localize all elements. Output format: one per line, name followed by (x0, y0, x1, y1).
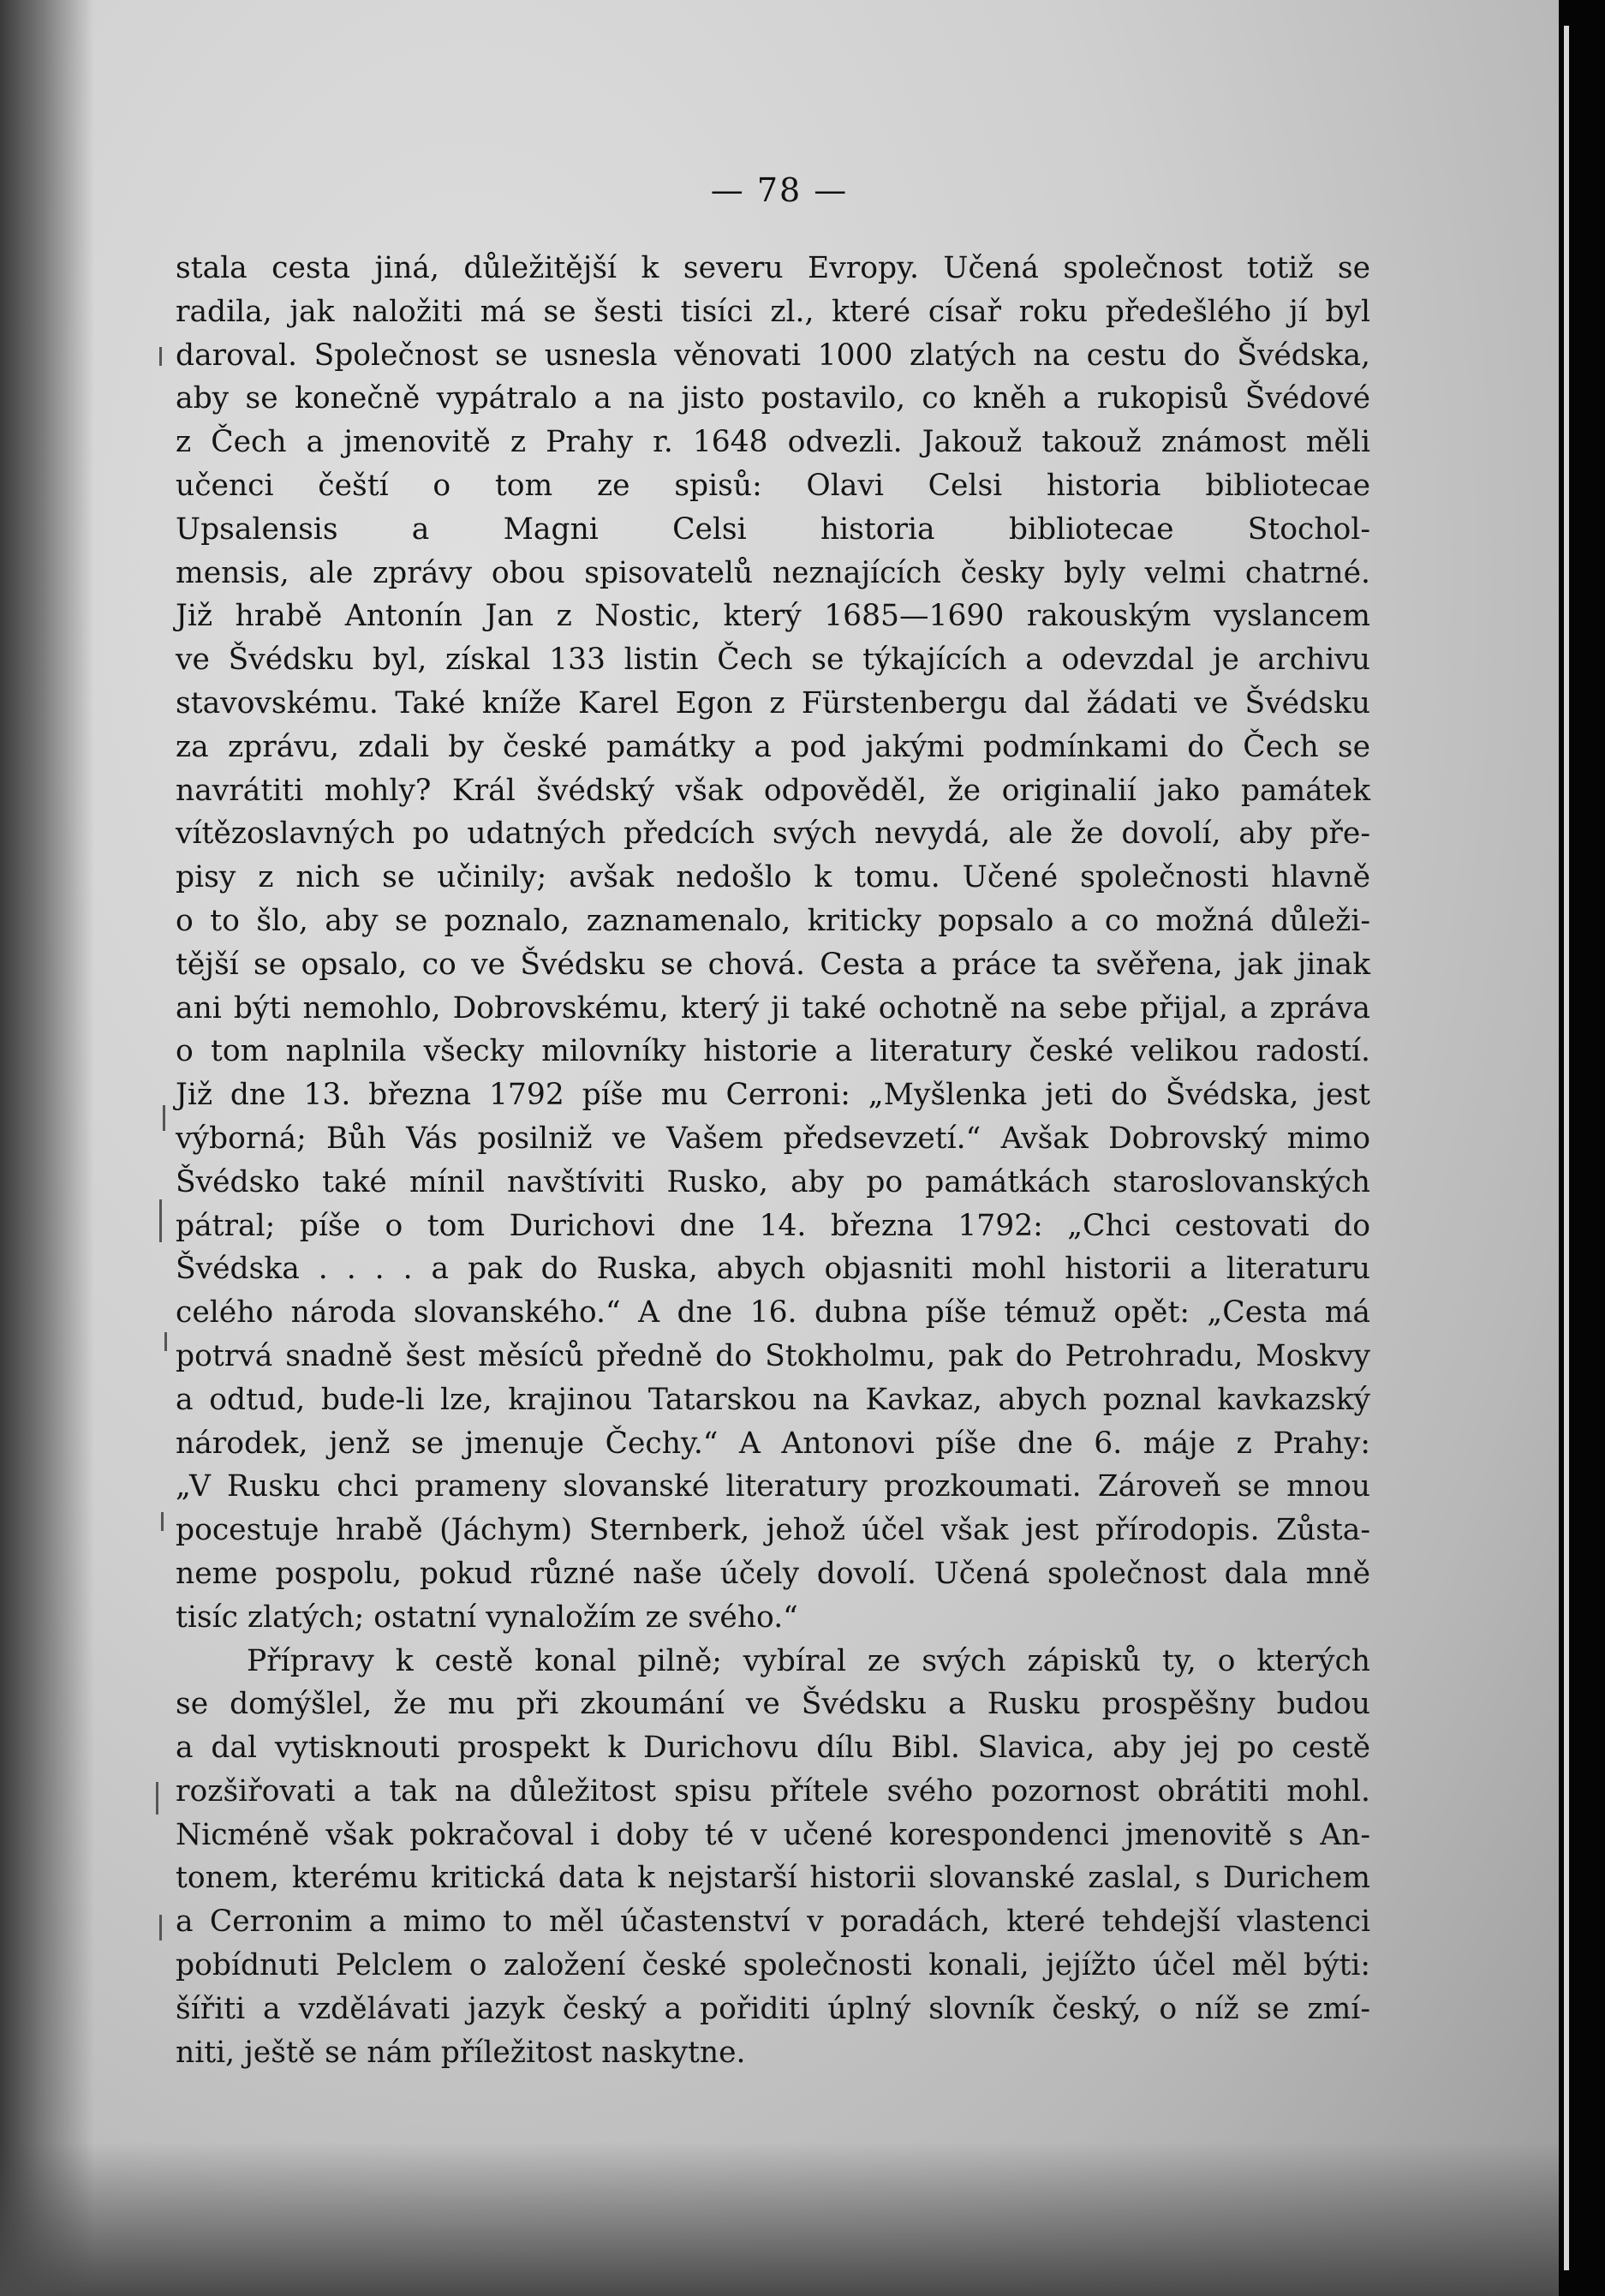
text-line: Již hrabě Antonín Jan z Nostic, který 1685—1690 rakouským vyslancem (176, 599, 1370, 634)
text-line: za zprávu, zdali by české památky a pod jakými podmínkami do Čech se (176, 729, 1370, 764)
paragraph-end-line: tisíc zlatých; ostatní vynaložím ze svého.“ (176, 1599, 798, 1635)
text-line: pátral; píše o tom Durichovi dne 14. března 1792: „Chci cestovati do (176, 1208, 1370, 1243)
text-line: potrvá snadně šest měsíců předně do Stokholmu, pak do Petrohradu, Moskvy (176, 1338, 1370, 1373)
text-line: o tom naplnila všecky milovníky historie a literatury české velikou radostí. (176, 1034, 1370, 1069)
margin-mark (159, 1915, 162, 1940)
margin-mark (164, 1332, 167, 1351)
margin-mark (161, 1512, 164, 1531)
text-line: z Čech a jmenovitě z Prahy r. 1648 odvezli. Jakouž takouž známost měli (176, 425, 1370, 460)
margin-mark (159, 1199, 162, 1242)
margin-mark (159, 347, 162, 366)
text-line: aby se konečně vypátralo a na jisto postavilo, co kněh a rukopisů Švédové (176, 381, 1370, 416)
text-line: tější se opsalo, co ve Švédsku se chová. Cesta a práce ta svěřena, jak jinak (176, 947, 1370, 982)
text-line: stavovskému. Také kníže Karel Egon z Fürstenbergu dal žádati ve Švédsku (176, 685, 1370, 720)
text-line: Upsalensis a Magni Celsi historia bibliotecae Stochol- (176, 511, 1370, 547)
text-line: pocestuje hrabě (Jáchym) Sternberk, jehož účel však jest přírodopis. Zůsta- (176, 1513, 1370, 1548)
text-line: tonem, kterému kritická data k nejstarší historii slovanské zaslal, s Durichem (176, 1861, 1370, 1896)
text-line: neme pospolu, pokud různé naše účely dovolí. Učená společnost dala mně (176, 1556, 1370, 1591)
text-line: se domýšlel, že mu při zkoumání ve Švédsku a Rusku prospěšny budou (176, 1687, 1370, 1722)
text-line: ani býti nemohlo, Dobrovskému, který ji také ochotně na sebe přijal, a zpráva (176, 990, 1370, 1025)
text-line: radila, jak naložiti má se šesti tisíci zl., které císař roku předešlého jí byl (176, 294, 1370, 329)
text-line: mensis, ale zprávy obou spisovatelů neznajících česky byly velmi chatrné. (176, 555, 1370, 590)
text-line: celého národa slovanského.“ A dne 16. dubna píše témuž opět: „Cesta má (176, 1295, 1370, 1330)
text-line: a dal vytisknouti prospekt k Durichovu dílu Bibl. Slavica, aby jej po cestě (176, 1731, 1370, 1766)
text-line: o to šlo, aby se poznalo, zaznamenalo, kriticky popsalo a co možná důleži- (176, 903, 1370, 938)
paragraph-end-line: niti, ještě se nám příležitost naskytne. (176, 2035, 746, 2070)
text-line: Nicméně však pokračoval i doby té v učené korespondenci jmenovitě s An- (176, 1817, 1370, 1852)
margin-mark (163, 1105, 165, 1131)
text-line: pobídnuti Pelclem o založení české společnosti konali, jejížto účel měl býti: (176, 1948, 1370, 1983)
text-line: národek, jenž se jmenuje Čechy.“ A Antonovi píše dne 6. máje z Prahy: (176, 1426, 1370, 1461)
paragraph-start-line: Přípravy k cestě konal pilně; vybíral ze svých zápisků ty, o kterých (247, 1643, 1370, 1678)
text-line: Již dne 13. března 1792 píše mu Cerroni: „Myšlenka jeti do Švédska, jest (176, 1078, 1370, 1113)
text-line: rozšiřovati a tak na důležitost spisu přítele svého pozornost obrátiti mohl. (176, 1773, 1370, 1809)
text-line: pisy z nich se učinily; avšak nedošlo k tomu. Učené společnosti hlavně (176, 860, 1370, 895)
body-text (176, 247, 1370, 2074)
page-number: — 78 — (710, 171, 849, 209)
text-line: daroval. Společnost se usnesla věnovati 1000 zlatých na cestu do Švédska, (176, 338, 1370, 373)
text-line: šířiti a vzdělávati jazyk český a pořiditi úplný slovník český, o níž se zmí- (176, 1991, 1370, 2026)
page-edge-line (1564, 26, 1569, 2270)
text-line: stala cesta jiná, důležitější k severu Evropy. Učená společnost totiž se (176, 251, 1370, 285)
text-line: Švédsko také mínil navštíviti Rusko, aby po památkách staroslovanských (176, 1164, 1370, 1199)
margin-mark (156, 1782, 158, 1815)
text-line: a Cerronim a mimo to měl účastenství v poradách, které tehdejší vlastenci (176, 1904, 1370, 1940)
text-line: navrátiti mohly? Král švédský však odpověděl, že originalií jako památek (176, 773, 1370, 808)
text-line: ve Švédsku byl, získal 133 listin Čech se týkajících a odevzdal je archivu (176, 643, 1370, 678)
text-line: Švédska . . . . a pak do Ruska, abych objasniti mohl historii a literaturu (176, 1252, 1370, 1287)
text-line: učenci čeští o tom ze spisů: Olavi Celsi historia bibliotecae (176, 468, 1370, 503)
text-line: „V Rusku chci prameny slovanské literatury prozkoumati. Zároveň se mnou (176, 1469, 1370, 1504)
text-line: výborná; Bůh Vás posilniž ve Vašem předsevzetí.“ Avšak Dobrovský mimo (176, 1121, 1370, 1156)
text-line: vítězoslavných po udatných předcích svých nevydá, ale že dovolí, aby pře- (176, 816, 1370, 852)
text-line: a odtud, bude-li lze, krajinou Tatarskou na Kavkaz, abych poznal kavkazský (176, 1382, 1370, 1417)
